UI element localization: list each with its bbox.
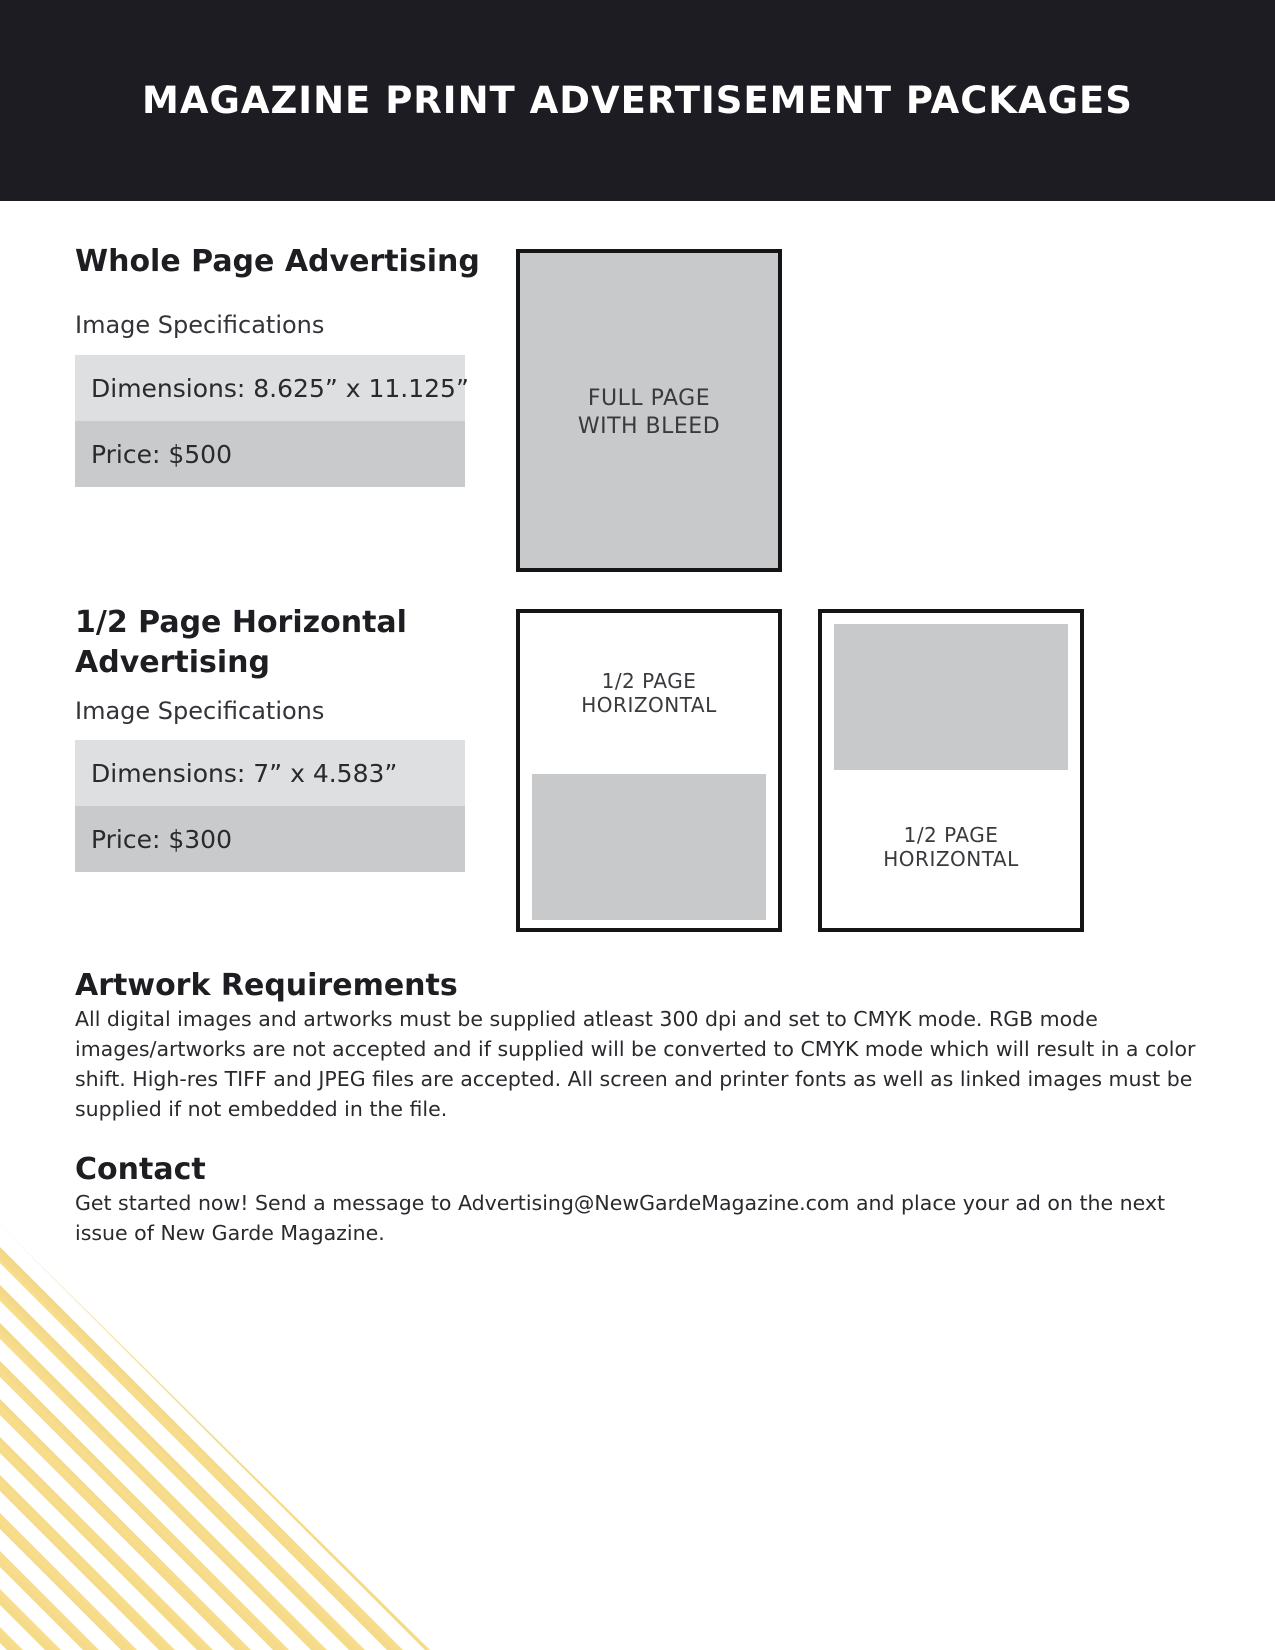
half-page-a-label-line1: 1/2 PAGE bbox=[601, 669, 697, 693]
gold-stripe bbox=[114, 1225, 430, 1650]
full-page-label-line2: WITH BLEED bbox=[577, 414, 721, 439]
page-title: MAGAZINE PRINT ADVERTISEMENT PACKAGES bbox=[142, 79, 1133, 122]
whole-page-spec-label: Image Specifications bbox=[75, 311, 325, 339]
half-page-b-label-line2: HORIZONTAL bbox=[883, 847, 1019, 871]
half-page-top-area bbox=[834, 624, 1068, 770]
full-page-label-line1: FULL PAGE bbox=[587, 386, 711, 411]
whole-page-spec-box bbox=[75, 355, 469, 487]
contact-title: Contact bbox=[75, 1152, 206, 1187]
gold-stripe bbox=[304, 1225, 430, 1650]
gold-stripes-decoration bbox=[0, 1225, 430, 1650]
half-page-spec-label: Image Specifications bbox=[75, 697, 325, 725]
half-page-bottom-area bbox=[532, 774, 766, 920]
half-page-spec-box bbox=[75, 740, 465, 872]
gold-stripe bbox=[342, 1225, 430, 1650]
header-banner bbox=[0, 0, 1275, 201]
contact-body: Get started now! Send a message to Advertising@NewGardeMagazine.com and place your ad on the next issue of New Garde Magazine. bbox=[75, 1191, 1166, 1245]
half-page-price: Price: $300 bbox=[75, 806, 465, 872]
gold-stripe bbox=[190, 1225, 430, 1650]
half-page-dimensions: Dimensions: 7” x 4.583” bbox=[75, 740, 465, 806]
half-page-top-mockup bbox=[818, 609, 1084, 932]
half-page-title-line1: 1/2 Page Horizontal bbox=[75, 605, 407, 640]
gold-stripe bbox=[418, 1225, 430, 1650]
whole-page-dimensions: Dimensions: 8.625” x 11.125” bbox=[75, 355, 465, 421]
artwork-body: All digital images and artworks must be supplied atleast 300 dpi and set to CMYK mode. RGB mode images/artworks are not accepted and if supplied will be converted to CMYK mode which will result in a color shift. High-res TIFF and JPEG files are accepted. All screen and printer fonts as well as linked images must be supplied if not embedded in the file. bbox=[75, 1007, 1196, 1121]
half-page-title-line2: Advertising bbox=[75, 645, 270, 680]
full-page-mockup bbox=[516, 249, 782, 572]
half-page-bottom-mockup bbox=[516, 609, 782, 932]
whole-page-title: Whole Page Advertising bbox=[75, 244, 480, 279]
half-page-a-label-line2: HORIZONTAL bbox=[581, 693, 717, 717]
gold-stripe bbox=[380, 1225, 430, 1650]
whole-page-price: Price: $500 bbox=[75, 421, 465, 487]
half-page-b-label-line1: 1/2 PAGE bbox=[903, 823, 999, 847]
artwork-title: Artwork Requirements bbox=[75, 968, 458, 1003]
